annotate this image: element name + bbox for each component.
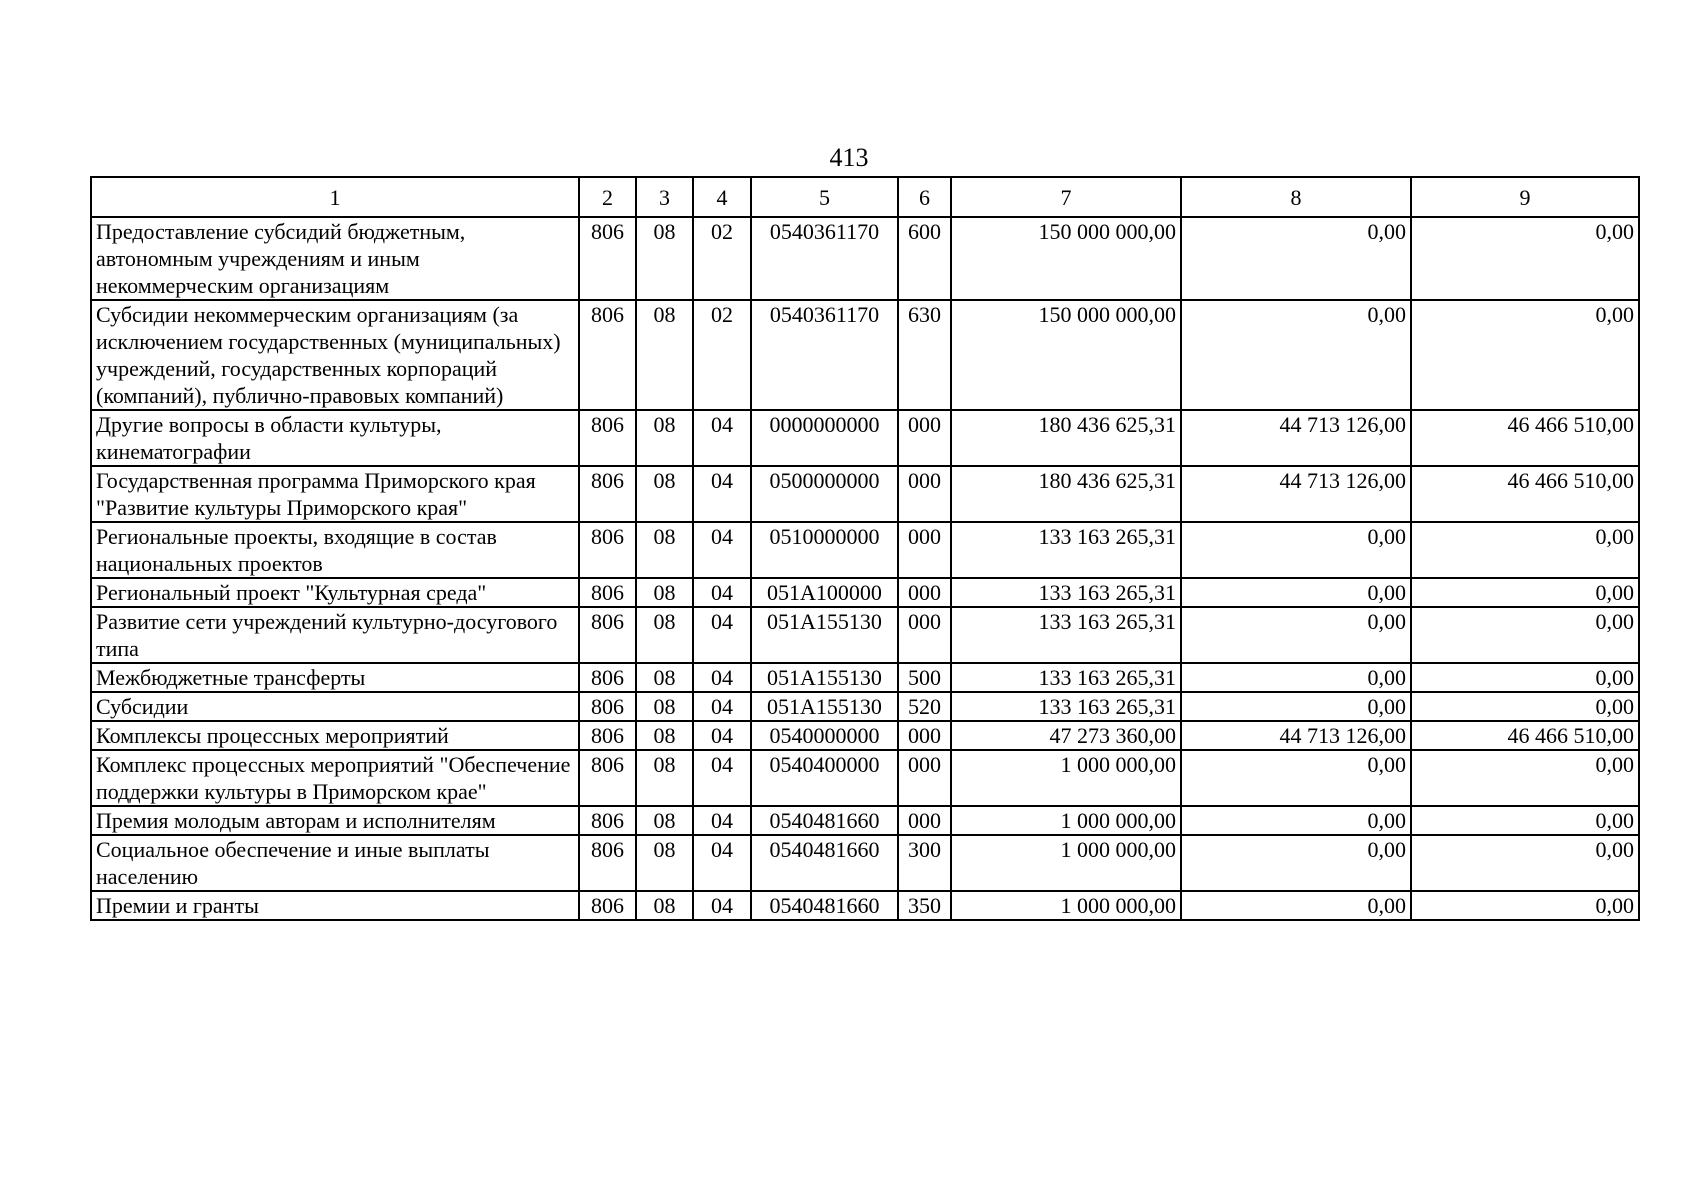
code-section: 08 bbox=[636, 835, 693, 891]
header-row bbox=[91, 177, 1639, 217]
code-subsection: 04 bbox=[693, 466, 751, 522]
amount-col-8: 44 713 126,00 bbox=[1181, 721, 1411, 750]
row-name: Государственная программа Приморского края "Развитие культуры Приморского края" bbox=[91, 466, 579, 522]
code-ministry: 806 bbox=[579, 217, 636, 300]
code-subsection: 04 bbox=[693, 410, 751, 466]
amount-col-9: 0,00 bbox=[1411, 891, 1639, 920]
code-target-article: 051A100000 bbox=[751, 578, 898, 607]
code-subsection: 02 bbox=[693, 217, 751, 300]
amount-col-8: 0,00 bbox=[1181, 300, 1411, 410]
code-section: 08 bbox=[636, 663, 693, 692]
code-ministry: 806 bbox=[579, 410, 636, 466]
code-ministry: 806 bbox=[579, 522, 636, 578]
code-subsection: 04 bbox=[693, 663, 751, 692]
amount-col-9: 0,00 bbox=[1411, 806, 1639, 835]
code-expense-type: 000 bbox=[898, 806, 951, 835]
code-section: 08 bbox=[636, 721, 693, 750]
row-name: Социальное обеспечение и иные выплаты населению bbox=[91, 835, 579, 891]
code-expense-type: 000 bbox=[898, 466, 951, 522]
code-subsection: 04 bbox=[693, 607, 751, 663]
row-name: Субсидии некоммерческим организациям (за исключением государственных (муниципальных) учреждений, государственных корпораций (компаний), публично-правовых компаний) bbox=[91, 300, 579, 410]
code-expense-type: 300 bbox=[898, 835, 951, 891]
code-expense-type: 500 bbox=[898, 663, 951, 692]
amount-col-7: 133 163 265,31 bbox=[951, 522, 1181, 578]
code-target-article: 051A155130 bbox=[751, 692, 898, 721]
amount-col-9: 0,00 bbox=[1411, 300, 1639, 410]
code-expense-type: 350 bbox=[898, 891, 951, 920]
table-row bbox=[91, 750, 1639, 806]
code-section: 08 bbox=[636, 578, 693, 607]
amount-col-8: 0,00 bbox=[1181, 891, 1411, 920]
amount-col-7: 133 163 265,31 bbox=[951, 578, 1181, 607]
code-expense-type: 000 bbox=[898, 410, 951, 466]
table-row bbox=[91, 806, 1639, 835]
code-section: 08 bbox=[636, 410, 693, 466]
column-header-9: 9 bbox=[1411, 177, 1639, 217]
amount-col-9: 0,00 bbox=[1411, 663, 1639, 692]
column-header-6: 6 bbox=[898, 177, 951, 217]
code-ministry: 806 bbox=[579, 663, 636, 692]
code-section: 08 bbox=[636, 806, 693, 835]
row-name: Региональный проект "Культурная среда" bbox=[91, 578, 579, 607]
amount-col-7: 180 436 625,31 bbox=[951, 466, 1181, 522]
code-target-article: 0540481660 bbox=[751, 891, 898, 920]
amount-col-7: 180 436 625,31 bbox=[951, 410, 1181, 466]
row-name: Межбюджетные трансферты bbox=[91, 663, 579, 692]
amount-col-7: 1 000 000,00 bbox=[951, 750, 1181, 806]
code-section: 08 bbox=[636, 300, 693, 410]
table-row bbox=[91, 466, 1639, 522]
amount-col-8: 0,00 bbox=[1181, 607, 1411, 663]
amount-col-8: 0,00 bbox=[1181, 692, 1411, 721]
row-name: Другие вопросы в области культуры, кинематографии bbox=[91, 410, 579, 466]
code-ministry: 806 bbox=[579, 750, 636, 806]
amount-col-8: 44 713 126,00 bbox=[1181, 466, 1411, 522]
code-expense-type: 630 bbox=[898, 300, 951, 410]
row-name: Комплексы процессных мероприятий bbox=[91, 721, 579, 750]
code-expense-type: 000 bbox=[898, 607, 951, 663]
code-target-article: 0540481660 bbox=[751, 835, 898, 891]
table-row bbox=[91, 663, 1639, 692]
code-subsection: 02 bbox=[693, 300, 751, 410]
code-section: 08 bbox=[636, 891, 693, 920]
code-section: 08 bbox=[636, 522, 693, 578]
table-row bbox=[91, 300, 1639, 410]
code-ministry: 806 bbox=[579, 835, 636, 891]
amount-col-7: 133 163 265,31 bbox=[951, 607, 1181, 663]
column-header-7: 7 bbox=[951, 177, 1181, 217]
table-row bbox=[91, 410, 1639, 466]
code-subsection: 04 bbox=[693, 891, 751, 920]
row-name: Региональные проекты, входящие в состав национальных проектов bbox=[91, 522, 579, 578]
table-row bbox=[91, 522, 1639, 578]
code-ministry: 806 bbox=[579, 300, 636, 410]
code-target-article: 051A155130 bbox=[751, 663, 898, 692]
amount-col-9: 0,00 bbox=[1411, 692, 1639, 721]
code-subsection: 04 bbox=[693, 750, 751, 806]
column-header-8: 8 bbox=[1181, 177, 1411, 217]
code-expense-type: 520 bbox=[898, 692, 951, 721]
code-target-article: 0500000000 bbox=[751, 466, 898, 522]
amount-col-7: 47 273 360,00 bbox=[951, 721, 1181, 750]
amount-col-7: 1 000 000,00 bbox=[951, 835, 1181, 891]
code-subsection: 04 bbox=[693, 578, 751, 607]
table-row bbox=[91, 835, 1639, 891]
code-expense-type: 000 bbox=[898, 750, 951, 806]
code-expense-type: 000 bbox=[898, 721, 951, 750]
amount-col-9: 46 466 510,00 bbox=[1411, 466, 1639, 522]
table-row bbox=[91, 721, 1639, 750]
column-header-5: 5 bbox=[751, 177, 898, 217]
code-ministry: 806 bbox=[579, 607, 636, 663]
row-name: Комплекс процессных мероприятий "Обеспечение поддержки культуры в Приморском крае" bbox=[91, 750, 579, 806]
code-target-article: 0540000000 bbox=[751, 721, 898, 750]
column-header-2: 2 bbox=[579, 177, 636, 217]
amount-col-8: 0,00 bbox=[1181, 806, 1411, 835]
code-target-article: 051A155130 bbox=[751, 607, 898, 663]
row-name: Премия молодым авторам и исполнителям bbox=[91, 806, 579, 835]
code-subsection: 04 bbox=[693, 835, 751, 891]
amount-col-7: 1 000 000,00 bbox=[951, 891, 1181, 920]
code-section: 08 bbox=[636, 607, 693, 663]
code-section: 08 bbox=[636, 750, 693, 806]
table-row bbox=[91, 891, 1639, 920]
table-body bbox=[91, 217, 1639, 920]
code-ministry: 806 bbox=[579, 721, 636, 750]
code-subsection: 04 bbox=[693, 692, 751, 721]
code-expense-type: 600 bbox=[898, 217, 951, 300]
code-ministry: 806 bbox=[579, 891, 636, 920]
amount-col-8: 0,00 bbox=[1181, 578, 1411, 607]
row-name: Субсидии bbox=[91, 692, 579, 721]
amount-col-9: 46 466 510,00 bbox=[1411, 410, 1639, 466]
code-ministry: 806 bbox=[579, 578, 636, 607]
row-name: Предоставление субсидий бюджетным, автономным учреждениям и иным некоммерческим организациям bbox=[91, 217, 579, 300]
code-subsection: 04 bbox=[693, 721, 751, 750]
code-expense-type: 000 bbox=[898, 578, 951, 607]
amount-col-8: 0,00 bbox=[1181, 750, 1411, 806]
amount-col-7: 133 163 265,31 bbox=[951, 663, 1181, 692]
row-name: Развитие сети учреждений культурно-досугового типа bbox=[91, 607, 579, 663]
amount-col-9: 0,00 bbox=[1411, 522, 1639, 578]
row-name: Премии и гранты bbox=[91, 891, 579, 920]
amount-col-9: 0,00 bbox=[1411, 217, 1639, 300]
amount-col-9: 46 466 510,00 bbox=[1411, 721, 1639, 750]
code-target-article: 0510000000 bbox=[751, 522, 898, 578]
code-section: 08 bbox=[636, 466, 693, 522]
amount-col-9: 0,00 bbox=[1411, 835, 1639, 891]
amount-col-7: 1 000 000,00 bbox=[951, 806, 1181, 835]
code-ministry: 806 bbox=[579, 806, 636, 835]
page-number: 413 bbox=[829, 143, 869, 172]
code-subsection: 04 bbox=[693, 522, 751, 578]
table-row bbox=[91, 607, 1639, 663]
code-target-article: 0540481660 bbox=[751, 806, 898, 835]
code-target-article: 0540361170 bbox=[751, 300, 898, 410]
amount-col-8: 0,00 bbox=[1181, 835, 1411, 891]
column-header-4: 4 bbox=[693, 177, 751, 217]
amount-col-8: 0,00 bbox=[1181, 217, 1411, 300]
amount-col-9: 0,00 bbox=[1411, 607, 1639, 663]
code-ministry: 806 bbox=[579, 692, 636, 721]
budget-table bbox=[90, 176, 1640, 921]
code-target-article: 0000000000 bbox=[751, 410, 898, 466]
amount-col-9: 0,00 bbox=[1411, 750, 1639, 806]
amount-col-9: 0,00 bbox=[1411, 578, 1639, 607]
amount-col-8: 44 713 126,00 bbox=[1181, 410, 1411, 466]
table-row bbox=[91, 217, 1639, 300]
amount-col-8: 0,00 bbox=[1181, 663, 1411, 692]
code-section: 08 bbox=[636, 217, 693, 300]
code-ministry: 806 bbox=[579, 466, 636, 522]
code-target-article: 0540361170 bbox=[751, 217, 898, 300]
code-section: 08 bbox=[636, 692, 693, 721]
amount-col-8: 0,00 bbox=[1181, 522, 1411, 578]
amount-col-7: 150 000 000,00 bbox=[951, 300, 1181, 410]
table-row bbox=[91, 578, 1639, 607]
column-header-3: 3 bbox=[636, 177, 693, 217]
code-subsection: 04 bbox=[693, 806, 751, 835]
code-target-article: 0540400000 bbox=[751, 750, 898, 806]
table-row bbox=[91, 692, 1639, 721]
amount-col-7: 150 000 000,00 bbox=[951, 217, 1181, 300]
code-expense-type: 000 bbox=[898, 522, 951, 578]
column-header-1: 1 bbox=[91, 177, 579, 217]
amount-col-7: 133 163 265,31 bbox=[951, 692, 1181, 721]
